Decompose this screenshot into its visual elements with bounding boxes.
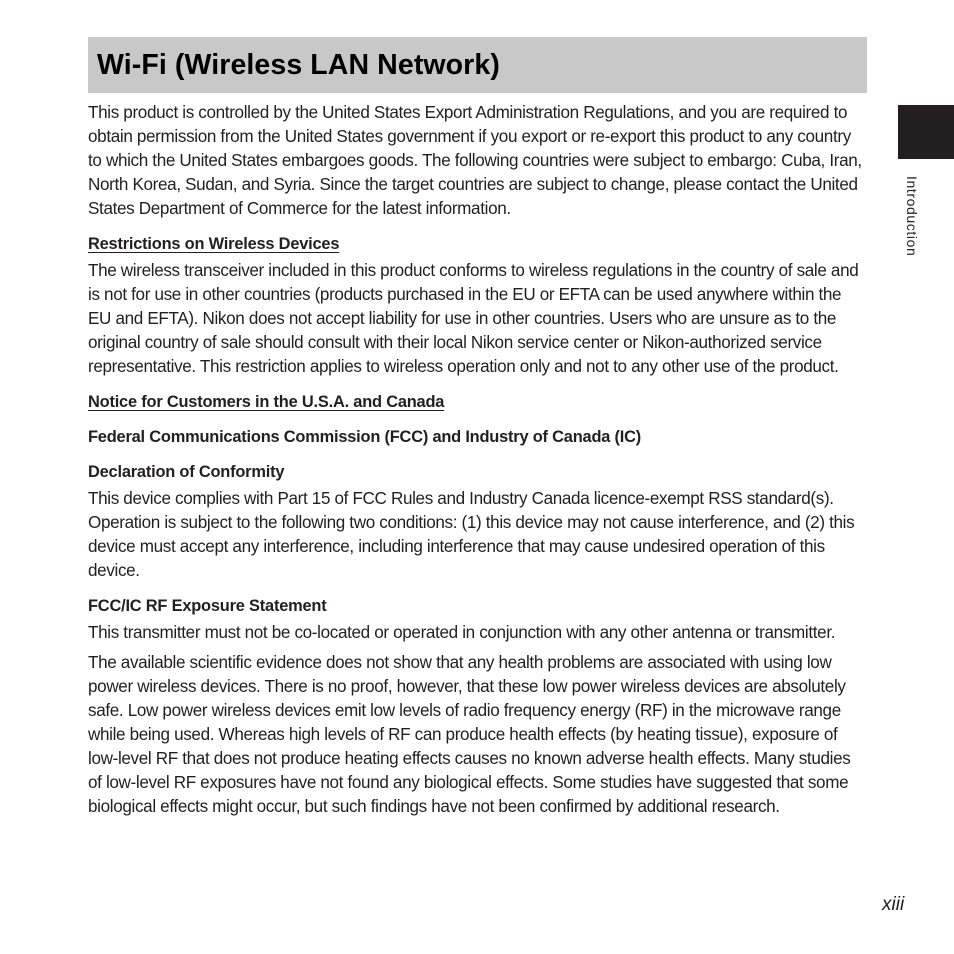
restrictions-paragraph: The wireless transceiver included in this product conforms to wireless regulations in the country of sale and is not for use in other countries (products purchased in the EU or EFTA can be used anywhere within the EU and EFTA). Nikon does not accept liability for use in other countries. Users who are unsure as to the original country of sale should consult with their local Nikon service center or Nikon-authorized service representative. This restriction applies to wireless operation only and not to any other use of the product. bbox=[88, 261, 859, 376]
conformity-paragraph: This device complies with Part 15 of FCC Rules and Industry Canada licence-exempt RSS standard(s). Operation is subject to the following two conditions: (1) this device may not cause interference, and (2) this device must accept any interference, including interference that may cause undesired operation of this device. bbox=[88, 489, 855, 580]
notice-heading-text: Notice for Customers in the U.S.A. and Canada bbox=[88, 393, 445, 411]
page-content bbox=[88, 101, 868, 819]
notice-heading bbox=[88, 390, 868, 414]
section-tab-label: Introduction bbox=[904, 176, 920, 257]
restrictions-heading bbox=[88, 232, 868, 256]
conformity-heading: Declaration of Conformity bbox=[88, 463, 285, 481]
rf-exposure-paragraph-2: The available scientific evidence does not show that any health problems are associated with using low power wireless devices. There is no proof, however, that these low power wireless devices are absolutely safe. Low power wireless devices emit low levels of radio frequency energy (RF) in the microwave range while being used. Whereas high levels of RF can produce health effects (by heating tissue), exposure of low-level RF that does not produce heating effects causes no known adverse health effects. Many studies of low-level RF exposures have not found any biological effects. Some studies have suggested that some biological effects might occur, but such findings have not been confirmed by additional research. bbox=[88, 653, 851, 816]
fcc-ic-heading: Federal Communications Commission (FCC) and Industry of Canada (IC) bbox=[88, 428, 642, 446]
rf-exposure-paragraph-1: This transmitter must not be co-located or operated in conjunction with any other antenna or transmitter. bbox=[88, 623, 836, 642]
restrictions-heading-text: Restrictions on Wireless Devices bbox=[88, 235, 340, 253]
title-bar bbox=[88, 37, 867, 93]
rf-exposure-heading: FCC/IC RF Exposure Statement bbox=[88, 597, 327, 615]
section-tab-marker bbox=[898, 105, 954, 159]
page-title: Wi-Fi (Wireless LAN Network) bbox=[97, 48, 500, 81]
intro-paragraph: This product is controlled by the United States Export Administration Regulations, and you are required to obtain permission from the United States government if you export or re-export this product to any country to which the United States embargoes goods. The following countries were subject to embargo: Cuba, Iran, North Korea, Sudan, and Syria. Since the target countries are subject to change, please contact the United States Department of Commerce for the latest information. bbox=[88, 103, 862, 218]
page-number: xiii bbox=[882, 894, 905, 915]
